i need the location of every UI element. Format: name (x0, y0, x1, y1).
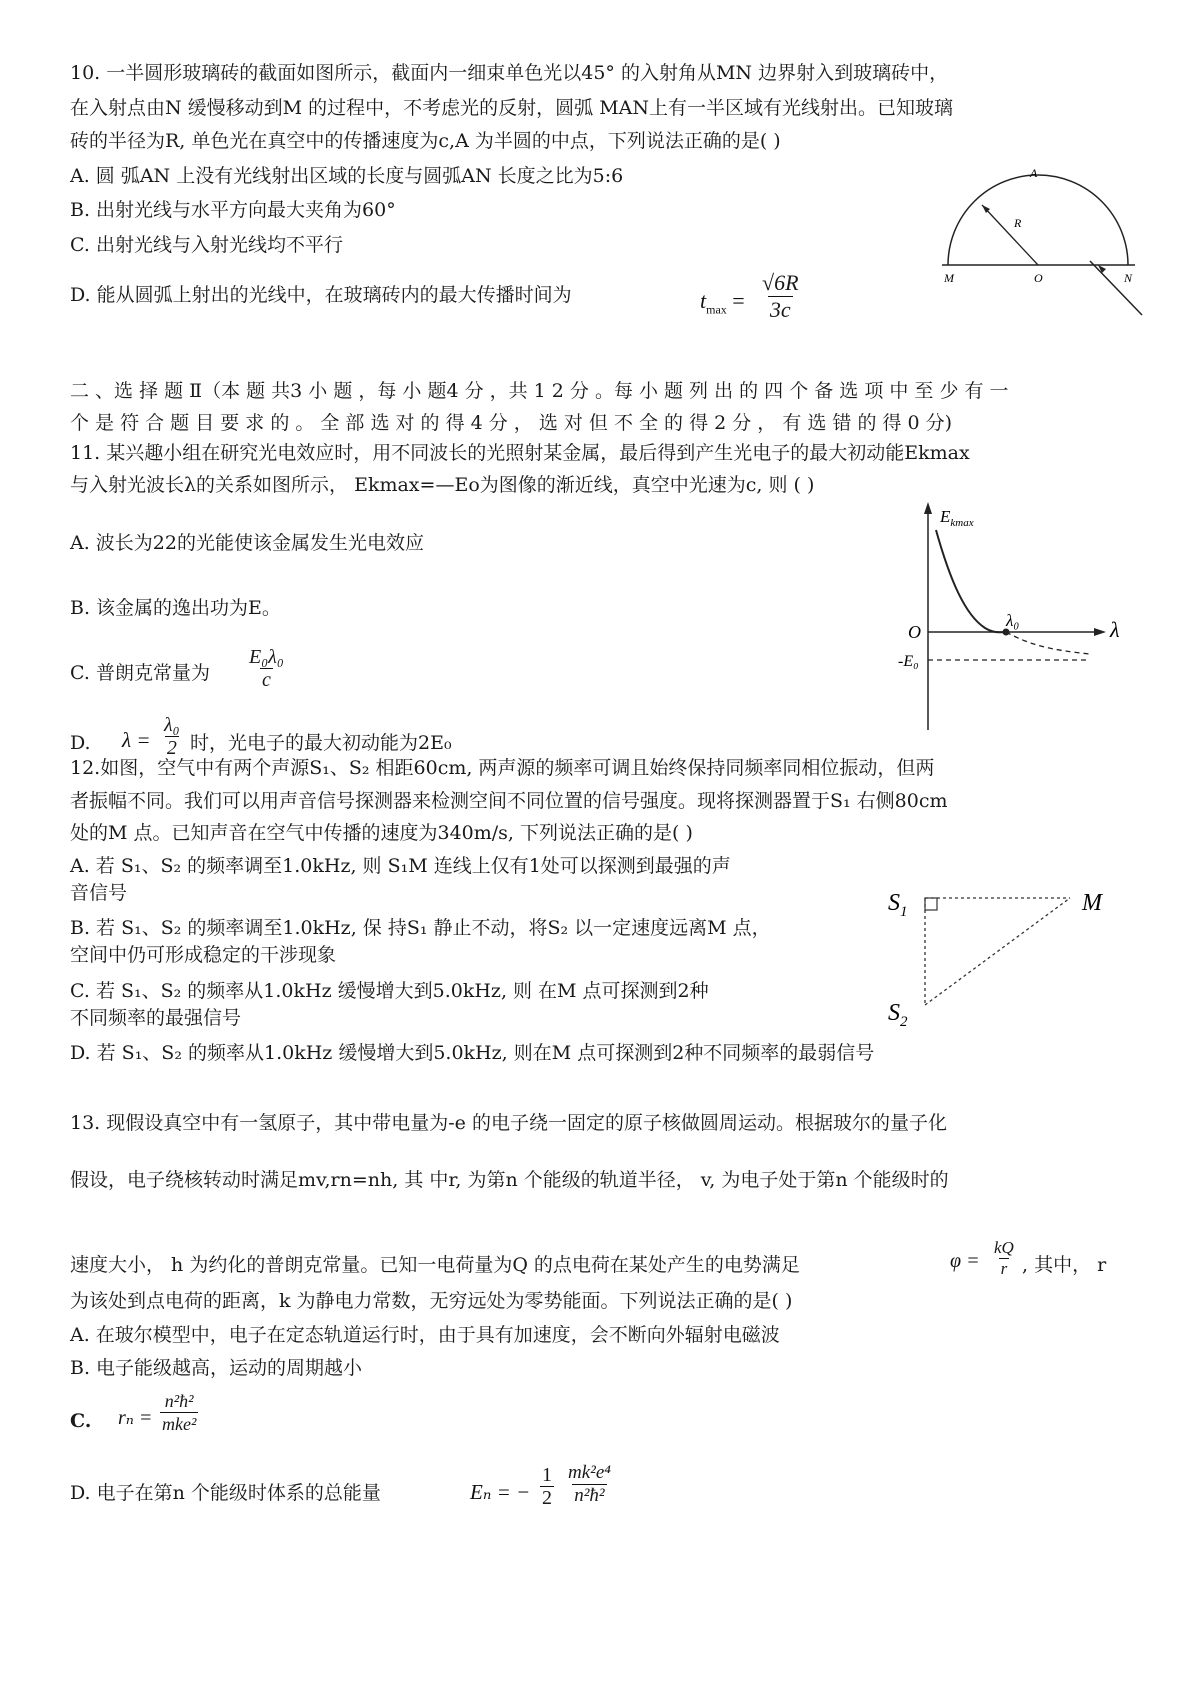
q11-option-c: C. 普朗克常量为 (70, 662, 210, 684)
q11-neg-e0-label: -E₀ (898, 653, 919, 670)
q10-label-r: R (1014, 216, 1022, 230)
q11-y-axis-label: $E_{kmax}$ (940, 507, 974, 529)
q13-phi-lhs: φ = (950, 1250, 980, 1272)
section2-heading-line1: 二 、选 择 题 Ⅱ（本 题 共3 小 题 ，每 小 题4 分 ，共 1 2 分 。每 小 题 列 出 的 四 个 备 选 项 中 至 少 有 一 (70, 380, 1009, 402)
q11-option-d-prefix: D. (70, 732, 91, 754)
q13-stem-line3b: , 其中， r (1022, 1254, 1107, 1276)
q12-option-c-line2: 不同频率的最强信号 (70, 1007, 242, 1029)
q12-label-m: M (1082, 890, 1102, 916)
q13-option-b: B. 电子能级越高，运动的周期越小 (70, 1357, 363, 1379)
q11-lambda0-label: λ₀ (1006, 611, 1020, 630)
q13-stem-line1: 13. 现假设真空中有一氢原子，其中带电量为-e 的电子绕一固定的原子核做圆周运动。根据玻尔的量子化 (70, 1112, 947, 1134)
q10-label-m: M (944, 271, 954, 285)
section2-heading-line2: 个 是 符 合 题 目 要 求 的 。 全 部 选 对 的 得 4 分 ， 选 对 但 不 全 的 得 2 分 ， 有 选 错 的 得 0 分) (70, 412, 953, 434)
q13-option-d-fraction1: $\frac{1}{2}$ (542, 1464, 552, 1509)
q11-x-axis-label: λ (1110, 617, 1120, 642)
q13-option-d-lhs: Eₙ = − (470, 1480, 531, 1504)
q11-option-d-lhs: λ = (122, 728, 151, 752)
q11-origin-label: O (908, 622, 921, 642)
q13-option-c-prefix: C. (70, 1410, 92, 1432)
q10-option-d: D. 能从圆弧上射出的光线中，在玻璃砖内的最大传播时间为 (70, 284, 572, 306)
q13-phi-fraction: $\frac{kQ}{r}$ (994, 1238, 1014, 1278)
q13-option-d: D. 电子在第n 个能级时体系的总能量 (70, 1482, 381, 1504)
q13-stem-line3a: 速度大小， h 为约化的普朗克常量。已知一电荷量为Q 的点电荷在某处产生的电势满足 (70, 1254, 800, 1276)
q12-label-s2: $S_2$ (888, 1000, 908, 1030)
q12-stem-line1: 12.如图，空气中有两个声源S₁、S₂ 相距60cm, 两声源的频率可调且始终保持同频率同相位振动，但两 (70, 757, 935, 779)
q11-option-d-text: 时，光电子的最大初动能为2E₀ (190, 732, 452, 754)
q11-stem-line1: 11. 某兴趣小组在研究光电效应时，用不同波长的光照射某金属，最后得到产生光电子的最大初动能Ekmax (70, 442, 970, 464)
q10-label-o: O (1034, 271, 1043, 285)
q12-option-a-line2: 音信号 (70, 882, 128, 904)
q11-option-c-fraction: $\frac{\text{E₀λ₀}}{c}$ (249, 646, 284, 691)
q12-stem-line3: 处的M 点。已知声音在空气中传播的速度为340m/s, 下列说法正确的是( ) (70, 822, 693, 844)
q10-label-n: N (1124, 271, 1133, 285)
q12-sources-figure (880, 880, 1130, 1030)
q12-option-c-line1: C. 若 S₁、S₂ 的频率从1.0kHz 缓慢增大到5.0kHz, 则 在M 点可探测到2种 (70, 980, 709, 1002)
q12-option-a-line1: A. 若 S₁、S₂ 的频率调至1.0kHz, 则 S₁M 连线上仅有1处可以探测到最强的声 (70, 855, 731, 877)
q10-stem-line2: 在入射点由N 缓慢移动到M 的过程中，不考虑光的反射，圆弧 MAN上有一半区域有光线射出。已知玻璃 (70, 97, 954, 119)
q12-option-d: D. 若 S₁、S₂ 的频率从1.0kHz 缓慢增大到5.0kHz, 则在M 点可探测到2种不同频率的最弱信号 (70, 1042, 875, 1064)
q12-label-s1: $S_1$ (888, 890, 908, 920)
q10-option-d-fraction: $\frac{√6R}{3c}$ (762, 270, 799, 322)
q12-stem-line2: 者振幅不同。我们可以用声音信号探测器来检测空间不同位置的信号强度。现将探测器置于S₁ 右侧80cm (70, 790, 948, 812)
q13-option-d-fraction2: $\frac{\text{mk²e⁴}}{\text{n²ħ²}}$ (568, 1462, 611, 1506)
q13-option-c-fraction: n²ħ² mke² (162, 1391, 197, 1434)
q10-label-a: A (1030, 166, 1038, 180)
q10-option-b: B. 出射光线与水平方向最大夹角为60° (70, 199, 396, 221)
q11-option-a: A. 波长为22的光能使该金属发生光电效应 (70, 532, 424, 554)
q13-stem-line4: 为该处到点电荷的距离，k 为静电力常数，无穷远处为零势能面。下列说法正确的是( ) (70, 1290, 793, 1312)
q10-stem-line1: 10. 一半圆形玻璃砖的截面如图所示，截面内一细束单色光以45° 的入射角从MN 边界射入到玻璃砖中， (70, 62, 949, 84)
q10-stem-line3: 砖的半径为R, 单色光在真空中的传播速度为c,A 为半圆的中点，下列说法正确的是( ) (70, 130, 781, 152)
q11-stem-line2: 与入射光波长λ的关系如图所示， Ekmax=—Eo为图像的渐近线，真空中光速为c, 则 ( ) (70, 474, 815, 496)
q11-option-b: B. 该金属的逸出功为E。 (70, 597, 281, 619)
q10-option-c: C. 出射光线与入射光线均不平行 (70, 234, 343, 256)
q13-option-a: A. 在玻尔模型中，电子在定态轨道运行时，由于具有加速度，会不断向外辐射电磁波 (70, 1324, 780, 1346)
q11-option-d-fraction: $\frac{\text{λ₀}}{2}$ (164, 714, 180, 759)
q10-option-a: A. 圆 弧AN 上没有光线射出区域的长度与圆弧AN 长度之比为5:6 (70, 165, 624, 187)
q10-option-d-lhs: $t_{max}$ = (700, 288, 745, 317)
q10-semicircle-figure (930, 165, 1150, 325)
q12-option-b-line1: B. 若 S₁、S₂ 的频率调至1.0kHz, 保 持S₁ 静止不动，将S₂ 以一定速度远离M 点， (70, 917, 771, 939)
q13-stem-line2: 假设，电子绕核转动时满足mv,rn=nh, 其 中r, 为第n 个能级的轨道半径， v, 为电子处于第n 个能级时的 (70, 1169, 949, 1191)
q11-ekmax-graph (880, 500, 1120, 740)
q13-option-c-lhs: rₙ = (118, 1407, 153, 1429)
q12-option-b-line2: 空间中仍可形成稳定的干涉现象 (70, 944, 337, 966)
